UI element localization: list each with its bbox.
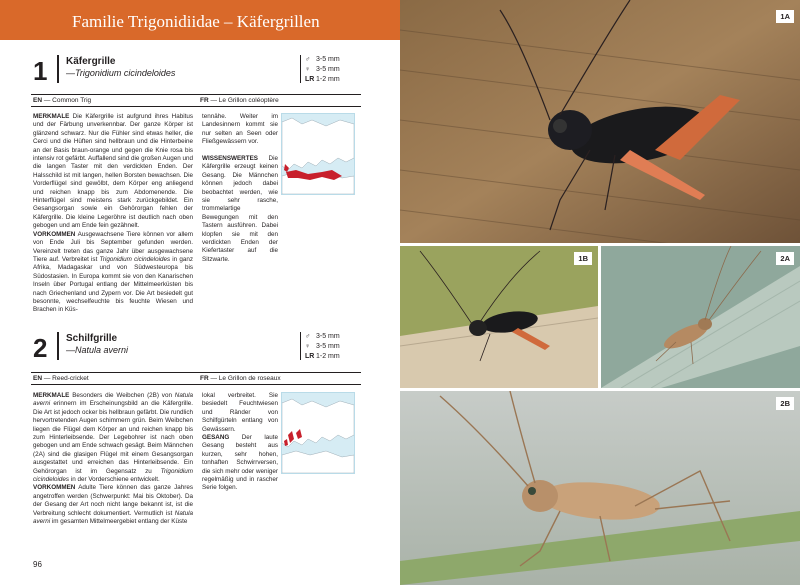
text-column-1: MERKMALE Besonders die Weibchen (2B) von Natula averni erinnern im Erscheinungsbild an die Käfergrille. Die Art ist jedoch ocker bis hellbraun gefärbt. Die rundlich hervortretenden Augen schimmern grün. Beim Weibchen liegen die Flügel dem Körper an und reichen knapp bis zum Hinterleibsende. Der Legebohrer ist nach oben gebogen und am Ende schwach gesägt. Beim Männchen (2A) sind die glasigen Flügel mit einem Gesangsorgan ausgestattet und erreichen das Hinterleibsende. Ein Gehörorgan ist im Gegensatz zu Trigonidium cicindeloides in der Vorderschiene entwickelt. VORKOMMEN Adulte Tiere können das ganze Jahres angetroffen werden (Schwerpunkt: Mai bis Oktober). Da der Gesang der Art noch nicht lange bekannt ist, ist die Verbreitung schlecht dokumentiert. Vermutlich ist Natula averni im gesamten Mittelmeergebiet entlang der Küste bbox=[33, 392, 193, 526]
english-name: EN — Common Trig bbox=[33, 97, 92, 104]
photo-2b bbox=[400, 391, 800, 585]
text-column-2-b: WISSENSWERTES Die Käfergrille erzeugt keinen Gesang. Die Männchen können jedoch dabei beobachtet werden, wie sie sehr rasche, trommelartige Bewegungen mit den Tastern ausführen. Dabei klopfen sie mit den verdickten Enden der Kiefertaster auf die Sitzwarte. bbox=[202, 155, 278, 263]
photo-2a bbox=[601, 246, 800, 388]
cricket-photo-image bbox=[400, 246, 598, 388]
size-list: ♂ 3-5 mm ♀ 3-5 mm LR 1-2 mm bbox=[305, 333, 340, 360]
photo-tag: 1A bbox=[776, 10, 794, 23]
size-list: ♂ 3-5 mm ♀ 3-5 mm LR 1-2 mm bbox=[305, 56, 340, 83]
species-number: 1 bbox=[33, 56, 48, 86]
photo-1a bbox=[400, 0, 800, 243]
family-title: Familie Trigonidiidae – Käfergrillen bbox=[72, 12, 320, 31]
photo-tag: 2A bbox=[776, 252, 794, 265]
divider bbox=[57, 332, 59, 360]
divider bbox=[300, 332, 301, 360]
species-name: Schilfgrille bbox=[66, 333, 118, 344]
species-latin: —Trigonidium cicindeloides bbox=[66, 68, 176, 78]
cricket-photo-image bbox=[400, 0, 800, 243]
species-number: 2 bbox=[33, 333, 48, 363]
rule bbox=[31, 94, 361, 95]
rule bbox=[31, 106, 361, 107]
text-column-2: lokal verbreitet. Sie besiedelt Feuchtwiesen und Ränder von Schilfgürteln entlang von Gewässern. GESANG Der laute Gesang besteht aus kurzen, sehr hohen, tonhaften Schwirrversen, die sich mehr oder weniger regelmäßig und in rascher Serie folgen. bbox=[202, 392, 278, 492]
divider bbox=[57, 55, 59, 83]
cricket-photo-image bbox=[400, 391, 800, 585]
species-name: Käfergrille bbox=[66, 56, 116, 67]
species-latin: —Natula averni bbox=[66, 345, 129, 355]
photo-1b bbox=[400, 246, 598, 388]
cricket-photo-image bbox=[601, 246, 800, 388]
french-name: FR — Le Grillon de roseaux bbox=[200, 375, 281, 382]
divider bbox=[300, 55, 301, 83]
french-name: FR — Le Grillon coléoptère bbox=[200, 97, 279, 104]
distribution-map bbox=[281, 392, 355, 474]
photo-tag: 2B bbox=[776, 397, 794, 410]
family-banner bbox=[0, 0, 400, 40]
page-number: 96 bbox=[33, 560, 42, 569]
rule bbox=[31, 384, 361, 385]
photo-tag: 1B bbox=[574, 252, 592, 265]
english-name: EN — Reed-cricket bbox=[33, 375, 89, 382]
text-column-1: MERKMALE Die Käfergrille ist aufgrund ihres Habitus und der Färbung unverkennbar. Der ganze Körper ist glänzend schwarz. Nur die Fühler sind etwas heller, die Cerci und die Hüften sind hellbraun und die Hinterbeine an der Basis braun-orange und gegen die Knie rosa bis intensiv rot gefärbt. Auffallend sind die großen Augen und die langen Taster mit den verdickten Enden. Der Halsschild ist mit langen, hellen Borsten bewachsen. Die Vorderflügel sind gewölbt, dem Körper eng anliegend und reichen knapp bis zum Abdomenende. Die Hinterflügel sind meistens stark zurückgebildet. Ein Gesangsorgan sowie ein Gehörorgan fehlen der Käfergrille. Die kleine Legeröhre ist deutlich nach oben gebogen und am Ende fein gezähnelt. VORKOMMEN Ausgewachsene Tiere können vor allem von Ende Juli bis September gefunden werden. Vereinzelt treten das ganze Jahr über ausgewachsene Tiere auf. Verbreitet ist Trigonidium cicindeloides in ganz Afrika, Madagaskar und von Südwesteuropa bis Südostasien. In Europa kommt sie von den Kanarischen Inseln über Portugal entlang der Mittelmeerküsten bis nach Griechenland und Zypern vor. Die Art besiedelt gut besonnte, wechselfeuchte bis feuchte Wiesen und Brachen in Küs- bbox=[33, 113, 193, 314]
rule bbox=[31, 372, 361, 373]
text-column-2: tennähe. Weiter im Landesinnern kommt sie nur selten an Seen oder Fließgewässern vor. bbox=[202, 113, 278, 146]
